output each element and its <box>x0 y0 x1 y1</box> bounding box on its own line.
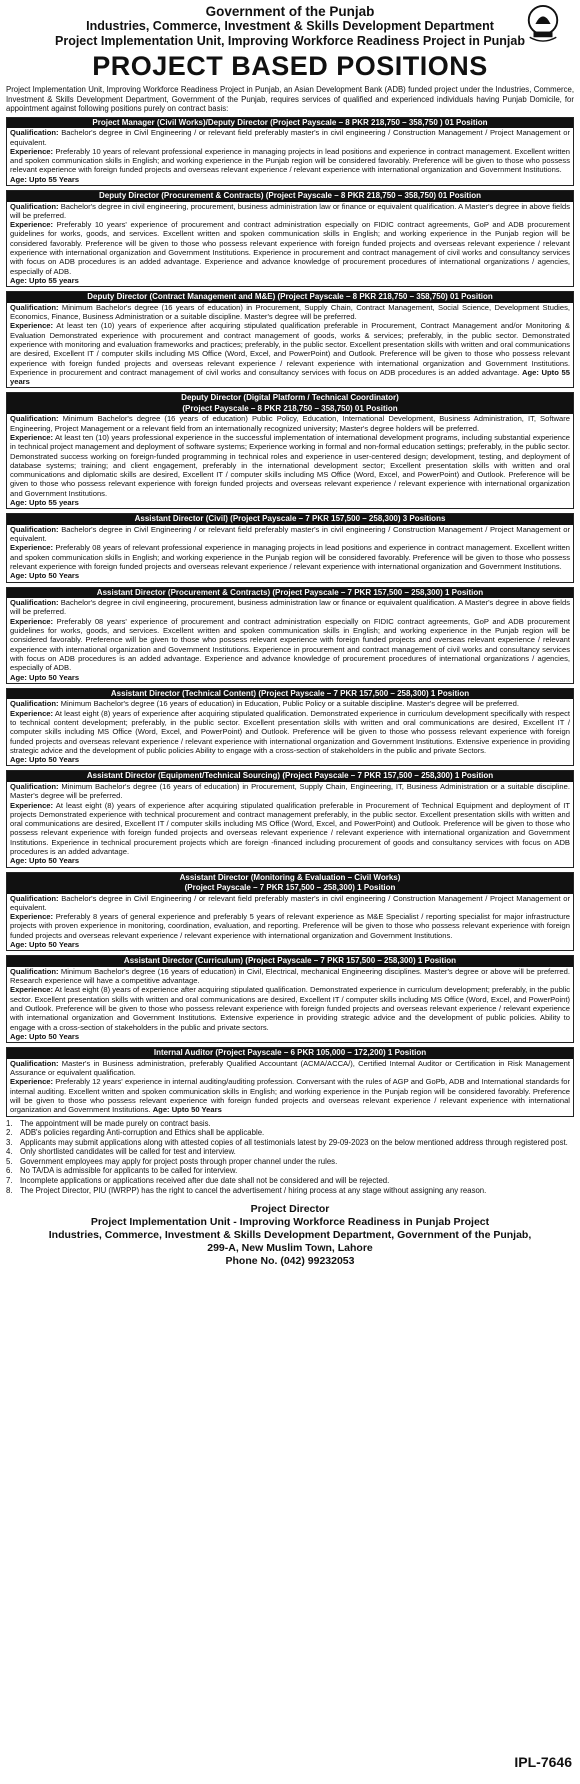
position-title: Internal Auditor (Project Payscale – 6 PKR 105,000 – 172,200) 1 Position <box>153 1048 427 1058</box>
experience <box>10 801 570 857</box>
age-label: Age: <box>10 571 27 581</box>
position-section <box>6 513 574 582</box>
age-label: Age: <box>10 672 27 682</box>
page-title: PROJECT BASED POSITIONS <box>92 51 488 81</box>
position-title-bar <box>7 956 573 967</box>
experience <box>10 985 570 1031</box>
age-text: Upto 55 years <box>29 275 79 285</box>
age <box>10 498 570 507</box>
position-section <box>6 117 574 186</box>
qualification-label: Qualification: <box>10 966 59 976</box>
note-text: Government employees may apply for project posts through proper channel under the rules. <box>20 1156 338 1166</box>
experience <box>10 617 570 673</box>
position-section <box>6 392 574 509</box>
qualification-text: Minimum Bachelor's degree (16 years of education) in Procurement, Supply Chain, Engineering, IT, Business Administration or a suitable discipline. Master's degree will be preferred. <box>10 781 570 801</box>
age <box>10 175 570 184</box>
age-text: Upto 55 years <box>29 498 79 508</box>
experience-label: Experience: <box>10 800 54 810</box>
position-title-bar <box>7 118 573 129</box>
qualification-label: Qualification: <box>10 201 59 211</box>
qualification-text: Bachelor's degree in Civil Engineering / or relevant field preferably master's in civil engineering / Construction Management / Project Management or equivalent. <box>10 128 570 147</box>
position-body <box>7 303 573 388</box>
footer-line-3: Industries, Commerce, Investment & Skills Development Department, Government of the Punjab, <box>48 1229 532 1242</box>
qualification <box>10 1059 570 1078</box>
note-item <box>6 1186 574 1196</box>
experience-text: At least ten (10) years of experience after acquiring stipulated qualification preferable in Procurement, Contract Management and/or Monitoring & Evaluation Demonstrated experience with procurement and contract management of goods, works & services; preferably, in the public sector. Demonstrated experience with monitoring and evaluation frameworks and practices; preferably, in the public sector. Excellent presentation skills with written and oral communications are desired, Excellent IT / computer skills including MS Office (Word, Excel, and PowerPoint) and Outlook. Preference will be given to those who possess relevant experience with foreign funded projects and overseas relevant experience / relevant experience with international organization and Government Institutions. Experience in procurement and contract management of civil works and consultancy services with focus on ADB procedures is an added advantage. <box>10 321 570 377</box>
position-body <box>7 894 573 951</box>
position-payscale: (Project Payscale – 7 PKR 157,500 – 258,300) 1 Position <box>184 883 396 893</box>
footer-line-2: Project Implementation Unit - Improving Workforce Readiness in Punjab Project <box>90 1216 490 1229</box>
position-section <box>6 770 574 867</box>
position-section <box>6 688 574 767</box>
note-text: Incomplete applications or applications received after due date shall not be considered and will be rejected. <box>20 1176 390 1186</box>
note-item <box>6 1138 574 1148</box>
qualification <box>10 967 570 986</box>
qualification-label: Qualification: <box>10 893 59 903</box>
age-label: Age: <box>10 498 27 508</box>
notes-list <box>6 1119 574 1196</box>
experience-text: At least eight (8) years of experience after acquiring stipulated qualification. Demonstrated experience in curriculum development; preferably, in the public sector. Excellent presentation skills with written and oral communications are desired, Excellent IT / computer skills including MS Office (Word, Excel, and PowerPoint) and Outlook. Preference will be given to those who possess relevant experience with foreign funded projects and overseas relevant experience / relevant experience with international organization and Government Institutions. Extensive experience in providing strategic advice and the development of public policies. Ability to engage with a cross-section of stakeholders in the public and private sectors. <box>10 985 570 1032</box>
note-text: The Project Director, PIU (IWRPP) has the right to cancel the advertisement / hiring process at any stage without assigning any reason. <box>20 1185 487 1195</box>
position-title: Deputy Director (Procurement & Contracts) (Project Payscale – 8 PKR 218,750 – 358,750) 01 Position <box>99 191 481 201</box>
header-line-1: Government of the Punjab <box>205 4 375 19</box>
position-title: Assistant Director (Curriculum) (Project Payscale – 7 PKR 157,500 – 258,300) 1 Position <box>123 956 457 966</box>
age-label: Age: <box>10 755 27 765</box>
position-title-bar <box>7 292 573 303</box>
note-number: 6. <box>6 1166 13 1176</box>
position-title: Assistant Director (Procurement & Contracts) (Project Payscale – 7 PKR 157,500 – 258,300) 1 Position <box>96 587 484 597</box>
qualification-text: Minimum Bachelor's degree (16 years of education) Public Policy, Education, International Development, Business Administration, IT, Software Engineering, Project Management or a relevant field from an internationally recognized university; Master's degree holders will be preferred. <box>10 414 570 433</box>
age-label: Age: <box>10 940 27 950</box>
position-body <box>7 414 573 508</box>
qualification <box>10 202 570 221</box>
age <box>10 1032 570 1041</box>
qualification <box>10 598 570 617</box>
positions-list <box>6 117 574 1117</box>
qualification <box>10 699 570 708</box>
position-title-bar <box>7 771 573 782</box>
position-body <box>7 202 573 287</box>
note-item <box>6 1147 574 1157</box>
qualification-label: Qualification: <box>10 524 59 534</box>
note-number: 7. <box>6 1176 13 1186</box>
age-text: Upto 50 Years <box>29 571 80 581</box>
note-text: The appointment will be made purely on contract basis. <box>20 1118 211 1128</box>
experience <box>10 709 570 755</box>
experience-text: Preferably 10 years' experience of procurement and contract administration especially on FIDIC contract agreements, GoP and ADB procurement guidelines for works, goods, and services. Excellent written and spoken communication skills in English; and working experience in the Punjab region will be considered favorably. Preference will be given to those who possess relevant experience with foreign funded projects and overseas relevant experience / relevant experience with international organization and Government Institutions. Experience in procurement and contract management of civil works and consultancy services with focus on ADB procedures is an added advantage. Experience and advance knowledge of procurement procedures of international organizations / agencies, especially of ADB. <box>10 220 570 276</box>
position-title-bar <box>7 1048 573 1059</box>
position-title-bar <box>7 689 573 700</box>
note-number: 2. <box>6 1128 13 1138</box>
position-body <box>7 525 573 582</box>
position-title: Deputy Director (Digital Platform / Technical Coordinator) <box>181 393 399 403</box>
note-text: ADB's policies regarding Anti-corruption and Ethics shall be applicable. <box>20 1128 265 1138</box>
experience-label: Experience: <box>10 708 54 718</box>
qualification <box>10 894 570 913</box>
age <box>10 940 570 949</box>
age <box>10 856 570 865</box>
footer-line-4: 299-A, New Muslim Town, Lahore <box>207 1242 373 1255</box>
note-item <box>6 1176 574 1186</box>
note-item <box>6 1119 574 1129</box>
experience-text: At least ten (10) years professional experience in the successful implementation of international development programs, including substantial experience in technical project management and deployment of software systems; Experience working in formal and non-formal education settings; preferably, in the public sector. Demonstrated success working on foreign-funded programming in technical roles and experience in user-centered design; development, testing, and deployment of database systems; training; and client engagement, preferably in the international development sector; Excellent presentation skills with written and oral communications and diplomatic skills are desired, Excellent IT / computer skills including MS Office (Word, Excel, and PowerPoint) and Outlook. Preference will be given to those who possess relevant experience with foreign funded projects and overseas relevant experience / relevant experience with international organization and Government Institutions. <box>10 433 570 498</box>
position-section <box>6 872 574 952</box>
position-title-bar <box>7 873 573 894</box>
age-text: Upto 50 Years <box>29 672 80 682</box>
position-body <box>7 598 573 683</box>
age-label: Age: <box>10 856 27 866</box>
position-section <box>6 190 574 287</box>
experience-label: Experience: <box>10 220 54 230</box>
experience-label: Experience: <box>10 985 54 995</box>
age-text: Upto 50 Years <box>171 1105 222 1115</box>
footer-line-5: Phone No. (042) 99232053 <box>225 1255 355 1268</box>
note-item <box>6 1128 574 1138</box>
header-line-3: Project Implementation Unit, Improving Workforce Readiness Project in Punjab <box>55 34 525 48</box>
qualification-text: Master's in Business administration, preferably Qualified Accountant (ACMA/ACCA/), Certified Internal Auditor or Certification in Risk Management Assurance or equivalent qualification. <box>10 1058 570 1078</box>
experience <box>10 321 570 386</box>
position-title-bar <box>7 191 573 202</box>
qualification-label: Qualification: <box>10 781 59 791</box>
position-title-bar <box>7 588 573 599</box>
experience-label: Experience: <box>10 912 54 922</box>
position-section <box>6 955 574 1043</box>
header-line-2: Industries, Commerce, Investment & Skills Development Department <box>86 19 494 33</box>
qualification <box>10 525 570 544</box>
qualification <box>10 303 570 322</box>
age-text: Upto 55 Years <box>29 174 80 184</box>
footer-address <box>6 1203 574 1268</box>
note-number: 1. <box>6 1118 13 1128</box>
experience <box>10 433 570 498</box>
age-text: Upto 50 Years <box>29 940 80 950</box>
qualification-text: Minimum Bachelor's degree (16 years of education) in Civil, Electrical, mechanical Engineering disciplines. Master's degree or above will be preferred. Research experience will have a competitive advantage. <box>10 966 570 986</box>
experience-text: Preferably 08 years' experience of procurement and contract administration especially on FIDIC contract agreements, GoP and ADB procurement guidelines for works, goods, and services. Excellent written and spoken communication skills in English; and working experience in the Punjab region will be considered favorably. Preference will be given to those who possess relevant experience with foreign funded projects and overseas relevant experience / relevant experience with international organization and Government Institutions. Experience in procurement and contract management of civil works and consultancy services with focus on ADB procedures is an added advantage. Experience and advance knowledge of procurement procedures of international organizations / agencies, especially of ADB. <box>10 616 570 673</box>
experience-label: Experience: <box>10 146 54 156</box>
note-item <box>6 1166 574 1176</box>
experience <box>10 1077 570 1114</box>
position-body <box>7 1059 573 1116</box>
experience-label: Experience: <box>10 321 54 331</box>
header <box>6 4 574 81</box>
age-text: Upto 50 Years <box>29 1031 80 1041</box>
note-number: 4. <box>6 1147 13 1157</box>
experience-label: Experience: <box>10 616 54 626</box>
age-text: Upto 50 Years <box>29 755 80 765</box>
position-body <box>7 128 573 185</box>
qualification-label: Qualification: <box>10 598 59 608</box>
position-body <box>7 967 573 1042</box>
age <box>10 276 570 285</box>
experience-text: Preferably 12 years' experience in internal auditing/auditing profession. Conversant with the rules of AGP and GoPb, ADB and International standards for internal auditing. Excellent written and spoken communication skills in English; and working experience in the Punjab region will be considered favorably. Preference will be given to those who possess relevant experience with foreign funded projects and overseas relevant experience / relevant experience with international organization and Government Institutions. <box>10 1077 570 1115</box>
qualification-text: Bachelor's degree in civil engineering, procurement, business administration law or finance or equivalent qualification. A Master's degree in above fields will be preferred. <box>10 201 570 220</box>
punjab-govt-seal-icon <box>524 3 562 43</box>
age <box>10 571 570 580</box>
experience-text: At least eight (8) years of experience after acquiring stipulated qualification. Demonstrated experience in curriculum development specifically with respect to technical content development; preferably, in the public sector. Excellent presentation skills with written and oral communications are desired, Excellent IT / computer skills including MS Office (Word, Excel, and PowerPoint) and Outlook. Preference will be given to those who possess relevant experience with foreign funded projects and overseas relevant experience / relevant experience with international organization and Government Institutions. Extensive experience in providing strategic advice and the development of public policies Ability to engage with a cross-section of stakeholders in the public and private Sectors. <box>10 708 570 755</box>
qualification-label: Qualification: <box>10 1058 59 1068</box>
experience <box>10 220 570 276</box>
qualification-text: Minimum Bachelor's degree (16 years of education) in Procurement, Supply Chain, Contract Management, Social Science, Development Studies, Economics, Finance, Business Administration or a suitable discipline. Master's degree will be preferred. <box>10 302 570 322</box>
qualification <box>10 414 570 433</box>
position-section <box>6 291 574 388</box>
position-section <box>6 1047 574 1116</box>
position-body <box>7 699 573 765</box>
age <box>10 673 570 682</box>
qualification-text: Bachelor's degree in Civil Engineering / or relevant field preferably master's in civil engineering / Construction Management / Project Management or equivalent. <box>10 893 570 912</box>
note-item <box>6 1157 574 1167</box>
intro-paragraph: Project Implementation Unit, Improving Workforce Readiness Project in Punjab, an Asian Development Bank (ADB) funded project under the Industries, Commerce, Investment & Skills Development Department, Government of the Punjab, requires services of qualified and experienced individuals having Punjab Domicile, for appointment against following positions purely on contract basis: <box>6 85 574 114</box>
qualification-text: Bachelor's degree in Civil Engineering / or relevant field preferably master's in civil engineering / Construction Management / Project Management or equivalent. <box>10 524 570 544</box>
qualification <box>10 128 570 147</box>
position-title-bar <box>7 514 573 525</box>
note-text: Applicants may submit applications along with attested copies of all testimonials latest by 29-09-2023 on the below mentioned address through registered post. <box>20 1137 568 1147</box>
experience <box>10 912 570 940</box>
qualification-label: Qualification: <box>10 414 59 424</box>
age-label: Age: <box>10 275 27 285</box>
qualification-label: Qualification: <box>10 128 59 138</box>
experience <box>10 543 570 571</box>
position-body <box>7 782 573 867</box>
age-label: Age: <box>152 1105 170 1115</box>
age <box>10 755 570 764</box>
experience <box>10 147 570 175</box>
position-title: Deputy Director (Contract Management and M&E) (Project Payscale – 8 PKR 218,750 – 358,750) 01 Position <box>87 292 493 302</box>
qualification-label: Qualification: <box>10 302 59 312</box>
age-label: Age: <box>10 1031 27 1041</box>
experience-text: Preferably 8 years of general experience and preferably 5 years of relevant experience as M&E Specialist / reporting specialist for major infrastructure projects with proven experience in monitoring, coordination, evaluation, and reporting. Preference will be given to those who possess relevant experience with foreign funded projects and overseas relevant experience / relevant experience with international organization and Government Institutions. <box>10 912 570 940</box>
position-title: Assistant Director (Civil) (Project Payscale – 7 PKR 157,500 – 258,300) 3 Positions <box>134 514 446 524</box>
age-label: Age: <box>10 174 27 184</box>
position-title: Assistant Director (Equipment/Technical Sourcing) (Project Payscale – 7 PKR 157,500 – 258,300) 1 Position <box>86 771 494 781</box>
qualification <box>10 782 570 801</box>
experience-label: Experience: <box>10 433 54 442</box>
qualification-label: Qualification: <box>10 699 59 709</box>
experience-text: Preferably 08 years of relevant professional experience in managing projects in lead positions and experience in contract management. Excellent written and spoken communication skills in English; and working experience in the Punjab region will be considered favorably. Preference will be given to those who possess relevant experience with foreign funded projects and overseas relevant experience / relevant experience with international organization and Government Institutions. <box>10 543 570 572</box>
note-text: No TA/DA is admissible for applicants to be called for interview. <box>20 1166 238 1176</box>
qualification-text: Minimum Bachelor's degree (16 years of education) in Education, Public Policy or a suitable discipline. Master's degree will be preferred. <box>60 699 519 709</box>
position-payscale: (Project Payscale – 8 PKR 218,750 – 358,750) 01 Position <box>182 403 398 413</box>
age-text: Upto 50 Years <box>29 856 80 866</box>
experience-label: Experience: <box>10 543 54 553</box>
age-label: Age: <box>522 367 539 377</box>
position-title: Project Manager (Civil Works)/Deputy Director (Project Payscale – 8 PKR 218,750 – 358,750 ) 01 Position <box>92 117 488 127</box>
position-title: Assistant Director (Monitoring & Evaluation – Civil Works) <box>179 872 401 882</box>
note-number: 5. <box>6 1156 13 1166</box>
note-number: 3. <box>6 1137 13 1147</box>
position-section <box>6 587 574 684</box>
position-title-bar <box>7 393 573 414</box>
footer-line-1: Project Director <box>250 1203 330 1216</box>
note-text: Only shortlisted candidates will be called for test and interview. <box>20 1147 236 1157</box>
experience-text: At least eight (8) years of experience after acquiring stipulated qualification preferable in Procurement of Technical Equipment and deployment of IT projects Demonstrated experience with technical procurement and contract management preferably, in the public sector. Excellent presentation skills with written and oral communications are desired, Excellent IT / computer skills including MS Office (Word, Excel, and PowerPoint) and Outlook. Preference will be given to those who possess relevant experience with foreign funded projects and overseas relevant experience / relevant experience with international organization and Government Institutions. Experience in technical procurement projects which are foreign -financed including procurement of goods and consultancy services with focus on ADB procedures is an added advantage. <box>10 800 570 856</box>
experience-text: Preferably 10 years of relevant professional experience in managing projects in lead positions and experience in contract management. Excellent written and spoken communication skills in English; and working experience in the Punjab region will be considered favorably. Preference will be given to those who possess relevant experience with foreign funded projects and overseas relevant experience / relevant experience with international organization and Government Institutions. <box>10 146 570 175</box>
note-number: 8. <box>6 1185 13 1195</box>
position-title: Assistant Director (Technical Content) (Project Payscale – 7 PKR 157,500 – 258,300) 1 Position <box>110 688 470 698</box>
qualification-text: Bachelor's degree in civil engineering, procurement, business administration law or finance or equivalent qualification. A Master's degree in above fields will be preferred. <box>10 598 570 617</box>
reference-number: IPL-7646 <box>514 1754 572 1770</box>
experience-label: Experience: <box>10 1077 54 1087</box>
age-text: Upto 55 years <box>10 367 570 387</box>
